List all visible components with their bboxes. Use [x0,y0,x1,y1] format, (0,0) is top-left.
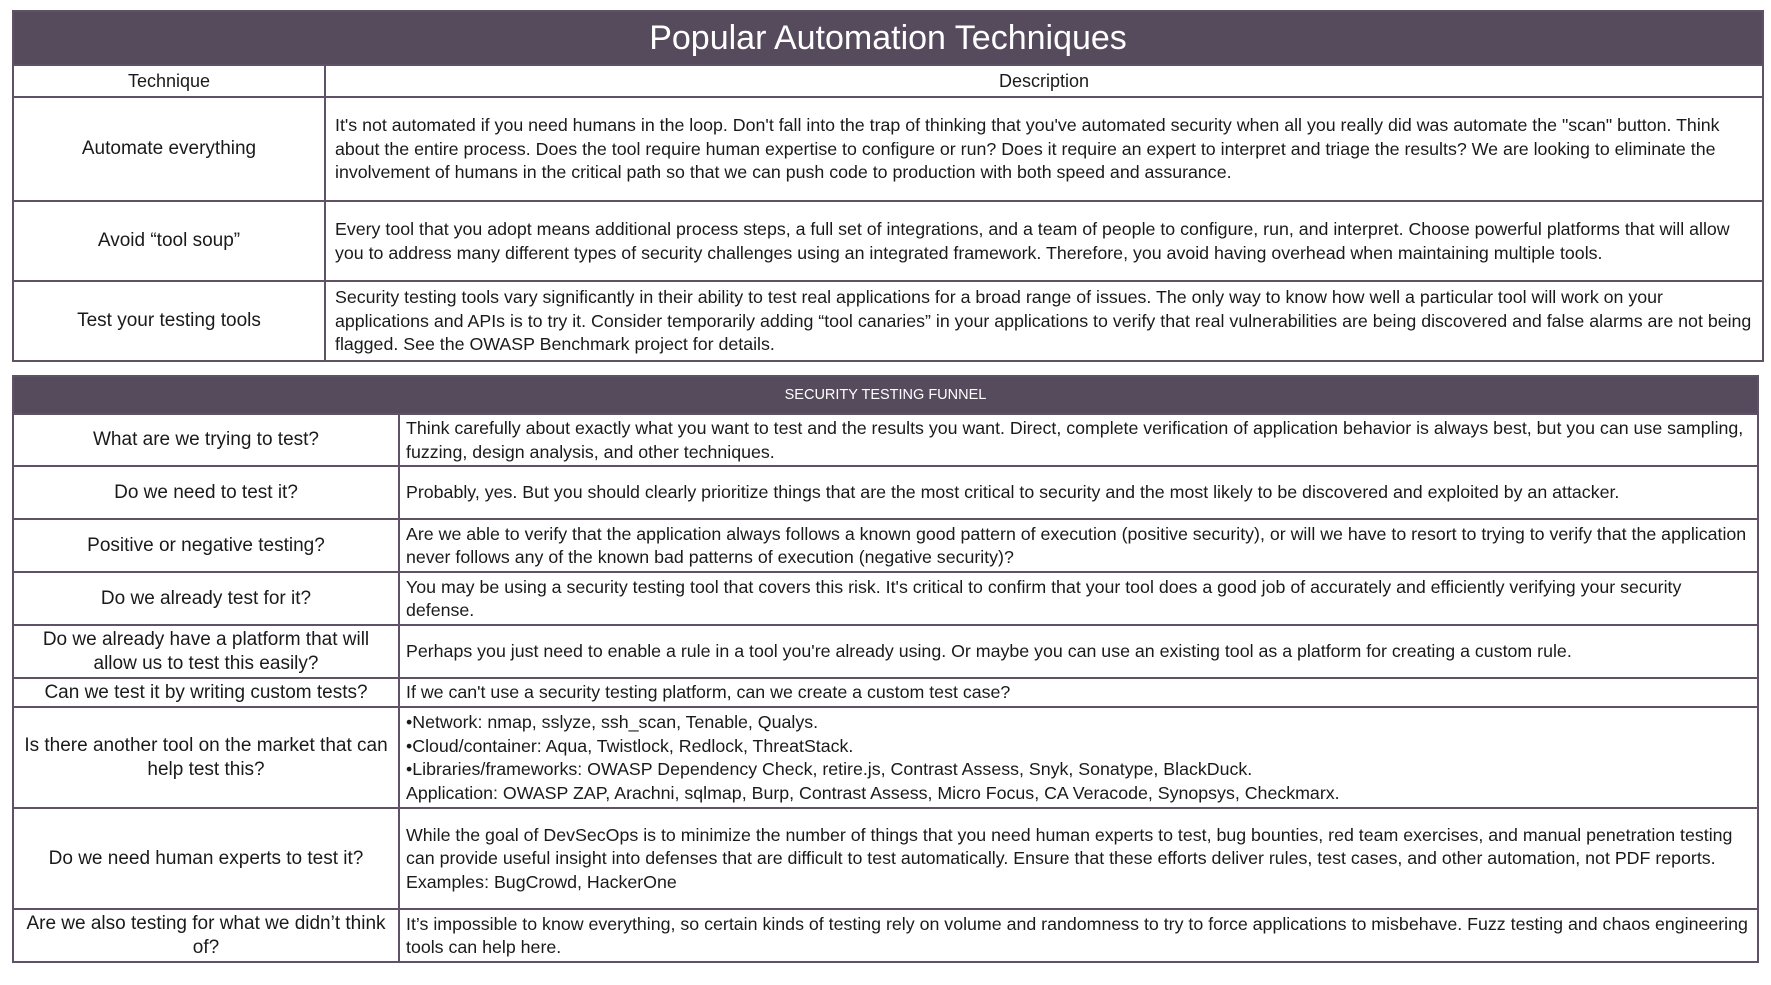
answer-cell: Perhaps you just need to enable a rule in a tool you're already using. Or maybe you can use an existing tool as a platform for creating a custom rule. [399,625,1758,678]
table-row [13,678,1758,707]
question-cell: Can we test it by writing custom tests? [13,678,399,707]
question-cell: Do we need to test it? [13,466,399,519]
table-row [13,625,1758,678]
question-cell: Do we already have a platform that will allow us to test this easily? [13,625,399,678]
description-cell: It's not automated if you need humans in the loop. Don't fall into the trap of thinking that you've automated security when all you really did was automate the "scan" button. Think about the entire process. Does the tool require human expertise to configure or run? Does it require an expert to interpret and triage the results? We are looking to eliminate the involvement of humans in the critical path so that we can push code to production with both speed and assurance. [325,97,1763,201]
column-header-technique: Technique [13,65,325,97]
answer-cell: If we can't use a security testing platform, can we create a custom test case? [399,678,1758,707]
answer-cell: Think carefully about exactly what you want to test and the results you want. Direct, complete verification of application behavior is always best, but you can use sampling, fuzzing, design analysis, and other techniques. [399,414,1758,466]
technique-cell: Avoid “tool soup” [13,201,325,281]
question-cell: Positive or negative testing? [13,519,399,572]
answer-cell: You may be using a security testing tool that covers this risk. It's critical to confirm that your tool does a good job of accurately and efficiently verifying your security defense. [399,572,1758,625]
question-cell: Are we also testing for what we didn’t think of? [13,909,399,962]
table-row [13,909,1758,962]
answer-cell: It’s impossible to know everything, so certain kinds of testing rely on volume and randomness to try to force applications to misbehave. Fuzz testing and chaos engineering tools can help here. [399,909,1758,962]
answer-cell [399,808,1758,909]
answer-paragraph: While the goal of DevSecOps is to minimize the number of things that you need human experts to test, bug bounties, red team exercises, and manual penetration testing can provide useful insight into defenses that are difficult to test automatically. Ensure that these efforts deliver rules, test cases, and other automation, not PDF reports. [406,824,1733,869]
tool-list-network: •Network: nmap, sslyze, ssh_scan, Tenable, Qualys. [406,712,819,732]
answer-cell [399,707,1758,808]
tool-list-cloud: •Cloud/container: Aqua, Twistlock, Redlock, ThreatStack. [406,735,854,756]
table-row [13,414,1758,466]
table-row [13,201,1763,281]
automation-techniques-table [12,10,1764,362]
technique-cell: Automate everything [13,97,325,201]
answer-cell: Probably, yes. But you should clearly prioritize things that are the most critical to security and the most likely to be discovered and exploited by an attacker. [399,466,1758,519]
question-cell: What are we trying to test? [13,414,399,466]
column-header-description: Description [325,65,1763,97]
table-row [13,97,1763,201]
description-cell: Security testing tools vary significantly in their ability to test real applications for a broad range of issues. The only way to know how well a particular tool will work on your applications and APIs is to try it. Consider temporarily adding “tool canaries” in your applications to verify that real vulnerabilities are being discovered and false alarms are not being flagged. See the OWASP Benchmark project for details. [325,281,1763,361]
table-row [13,281,1763,361]
funnel-title: SECURITY TESTING FUNNEL [13,376,1758,414]
question-cell: Do we need human experts to test it? [13,808,399,909]
question-cell: Is there another tool on the market that can help test this? [13,707,399,808]
table-row [13,707,1758,808]
question-cell: Do we already test for it? [13,572,399,625]
technique-cell: Test your testing tools [13,281,325,361]
description-cell: Every tool that you adopt means additional process steps, a full set of integrations, and a team of people to configure, run, and interpret. Choose powerful platforms that will allow you to address many different types of security challenges using an integrated framework. Therefore, you avoid having overhead when maintaining multiple tools. [325,201,1763,281]
table-title: Popular Automation Techniques [13,11,1763,65]
table-row [13,808,1758,909]
table-row [13,572,1758,625]
table-row [13,519,1758,572]
tool-list-application: Application: OWASP ZAP, Arachni, sqlmap, Burp, Contrast Assess, Micro Focus, CA Veracode, Synopsys, Checkmarx. [406,782,1340,803]
tool-list-libraries: •Libraries/frameworks: OWASP Dependency Check, retire.js, Contrast Assess, Snyk, Sonatype, BlackDuck. [406,759,1253,779]
answer-examples: Examples: BugCrowd, HackerOne [406,871,677,892]
table-row [13,466,1758,519]
security-testing-funnel-table [12,375,1759,963]
answer-cell: Are we able to verify that the application always follows a known good pattern of execution (positive security), or will we have to resort to trying to verify that the application never follows any of the known bad patterns of execution (negative security)? [399,519,1758,572]
